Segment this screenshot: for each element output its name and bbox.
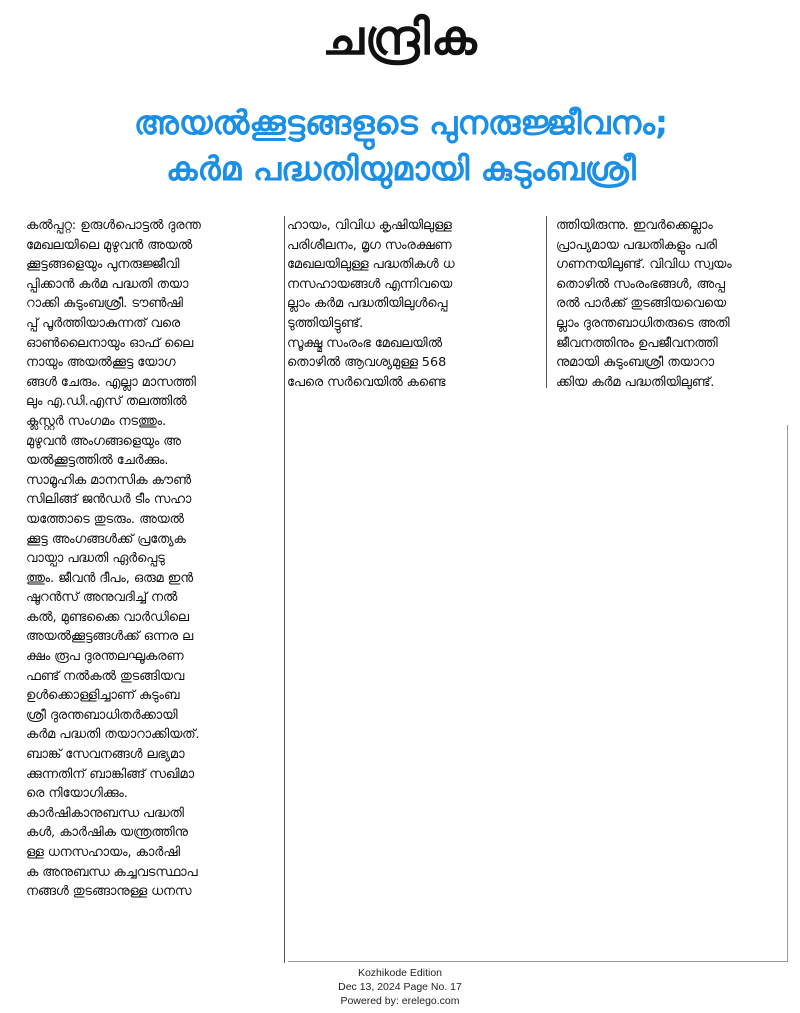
headline-line-2: കർമ പദ്ധതിയുമായി കുടുംബശ്രീ	[166, 149, 636, 188]
paragraph: സൂക്ഷ്മ സംരംഭ മേഖലയിൽ തൊഴിൽ ആവശ്യമുള്ള 568 പേരെ സർവെയിൽ കണ്ടെ	[287, 335, 447, 390]
headline-line-1: അയൽക്കൂട്ടങ്ങളുടെ പുനരുജ്ജീവനം;	[133, 103, 669, 142]
edition-name: Kozhikode Edition	[357, 967, 443, 979]
column-divider	[546, 216, 547, 388]
powered-by: Powered by: erelego.com	[340, 995, 460, 1007]
page-bottom-line	[288, 961, 788, 962]
edition-date-page: Dec 13, 2024 Page No. 17	[338, 981, 462, 993]
paragraph: ബാങ്ക് സേവനങ്ങൾ ലഭ്യമാ ക്കുന്നതിന് ബാങ്കിങ്ങ് സഖിമാ രെ നിയോഗിക്കും.	[26, 747, 195, 802]
paragraph: ത്തിയിരുന്നു. ഇവർക്കെല്ലാം പ്രാപ്യമായ പദ്ധതികളും പരി ഗണനയിലുണ്ട്. വിവിധ സ്വയം തൊഴിൽ സംരംഭങ്ങൾ, അപ്പ രൽ പാർക്ക് തുടങ്ങിയവെയെ ല്ലാം ദുരന്തബാധിതരുടെ അതി ജീവനത്തിനും ഉപജീവനത്തി നുമായി കുടുംബശ്രീ തയാറാ ക്കിയ കർമ പദ്ധതിയിലുണ്ട്.	[556, 218, 732, 390]
paragraph: കൽപ്പറ്റ: ഉരുൾപൊട്ടൽ ദുരന്ത മേഖലയിലെ മുഴുവൻ അയൽ ക്കൂട്ടങ്ങളെയും പുനരുജ്ജീവി പ്പിക്കാൻ കർമ പദ്ധതി തയാ റാക്കി കുടുംബശ്രീ. ടൗൺഷി പ്പ് പൂർത്തിയാകുന്നത് വരെ ഓൺലൈനായും ഓഫ് ലൈ നായും അയൽക്കൂട്ട യോഗ ങ്ങൾ ചേരും. എല്ലാ മാസത്തി ലും എ.ഡി.എസ് തലത്തിൽ ക്ലസ്റ്റർ സംഗമം നടത്തും.	[26, 218, 201, 429]
article-headline	[16, 100, 786, 192]
paragraph: മുഴുവൻ അംഗങ്ങളെയും അ യൽക്കൂട്ടത്തിൽ ചേർക്കും. സാമൂഹിക മാനസിക കൗൺ സിലിങ്ങ് ജൻഡർ ടീം സഹാ യത്തോടെ തുടരും. അയൽ ക്കൂട്ട അംഗങ്ങൾക്ക് പ്രത്യേക വായ്പാ പദ്ധതി ഏർപ്പെടു ത്തും. ജീവൻ ദീപം, ഒരുമ ഇൻ ഷൂറൻസ് അനുവദിച്ച് നൽ കൽ, മുണ്ടക്കൈ വാർഡിലെ അയൽക്കൂട്ടങ്ങൾക്ക് ഒന്നര ല ക്ഷം രൂപ ദുരന്തലഘൂകരണ ഫണ്ട് നൽകൽ തുടങ്ങിയവ ഉൾക്കൊള്ളിച്ചാണ് കുടുംബ ശ്രീ ദുരന്തബാധിതർക്കായി കർമ പദ്ധതി തയാറാക്കിയത്.	[26, 433, 200, 743]
article-column-1	[26, 216, 278, 902]
edition-footer	[0, 966, 800, 1008]
column-divider	[284, 216, 285, 963]
article-column-3	[556, 216, 792, 392]
newspaper-masthead: ചന്ദ്രിക	[322, 10, 478, 66]
page-edge-line	[787, 425, 788, 962]
paragraph: കാർഷികാനുബന്ധ പദ്ധതി കൾ, കാർഷിക യന്ത്രത്തിനു ള്ള ധനസഹായം, കാർഷി ക അനുബന്ധ കച്ചവടസ്ഥാപ നങ്ങൾ തുടങ്ങാനുള്ള ധനസ	[26, 805, 198, 900]
article-column-2	[287, 216, 545, 392]
paragraph: ഹായം, വിവിധ കൃഷിയിലുള്ള പരിശീലനം, മൃഗ സംരക്ഷണ മേഖലയിലുള്ള പദ്ധതികൾ ധ നസഹായങ്ങൾ എന്നിവയെ ല്ലാം കർമ പദ്ധതിയിലുൾപ്പെ ടുത്തിയിട്ടുണ്ട്.	[287, 218, 455, 331]
